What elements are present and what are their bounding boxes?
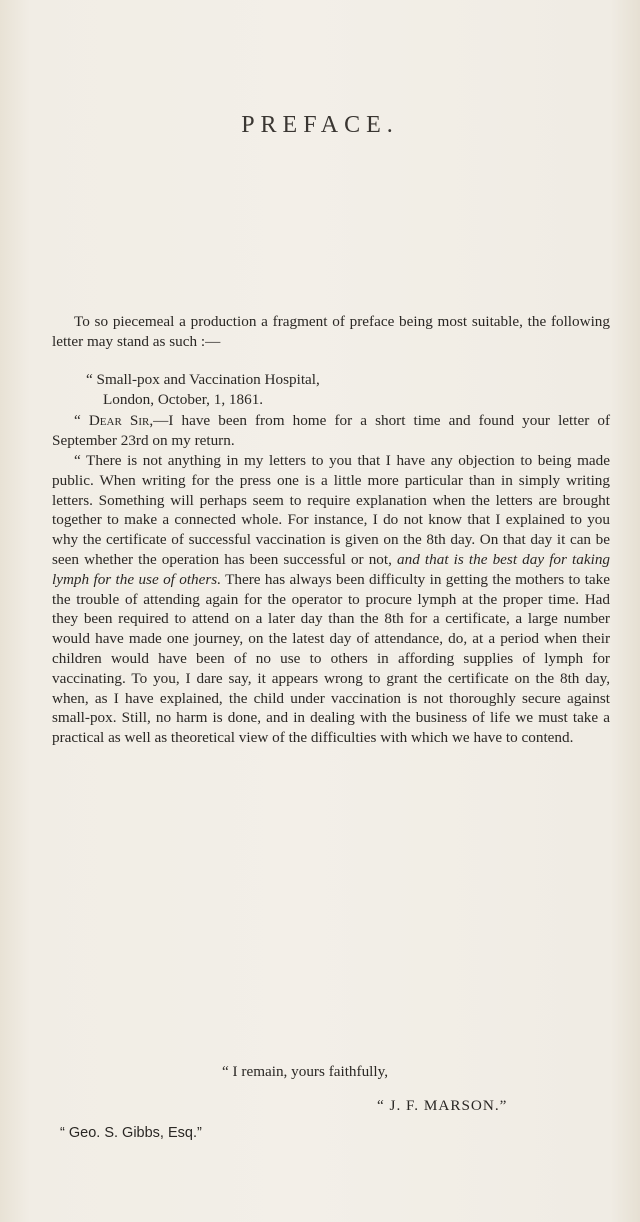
salutation-rest: ,—I have been from home for a short time and found your letter of September 23rd on my return. <box>52 412 611 449</box>
salutation-dear-sir: Dear Sir <box>88 412 150 429</box>
body-text-2: There has always been difficulty in getting the mothers to take the trouble of attending again for the operator to procure lymph at the proper time. Had they been required to attend on a later day than the 8th for a certificate, a large number would have made one journey, on the latest day of attendance, do, at a period when their children would have been of no use to others in affording supplies of lymph for vaccinating. To you, I dare say, it appears wrong to grant the certificate on the 8th day, when, as I have explained, the child under vaccination is not thoroughly secure against small-pox. Still, no harm is done, and in dealing with the business of life we must take a practical as well as theoretical view of the difficulties with which we have to contend. <box>52 570 610 747</box>
letter-addressee: “ Geo. S. Gibbs, Esq.” <box>60 1125 202 1141</box>
letter-address-line-1: “ Small-pox and Vaccination Hospital, <box>86 371 320 388</box>
body-text-1: “ There is not anything in my letters to you that I have any objection to being made public. When writing for the press one is a little more particular than in simply writing letters. Something will perhaps seem to require explanation when the letters are brought together to make a connected whole. For instance, I do not know that I explained to you why the certificate of successful vaccination is given on the 8th day. On that day it can be seen whether the operation has been successful or not, <box>52 452 610 568</box>
salutation-paragraph <box>52 411 610 451</box>
letter-date-line: London, October, 1, 1861. <box>103 391 264 408</box>
letter-signature: “ J. F. MARSON.” <box>377 1097 508 1114</box>
intro-paragraph: To so piecemeal a production a fragment of preface being most suitable, the following letter may stand as such :— <box>52 313 610 350</box>
page-heading: PREFACE. <box>241 112 399 138</box>
letter-closing: “ I remain, yours faithfully, <box>222 1063 389 1080</box>
body-italic-text: and that is the best day for taking lymph for the use of others. <box>52 550 611 588</box>
salutation-open: “ <box>74 412 89 429</box>
letter-body-paragraph <box>52 451 610 748</box>
